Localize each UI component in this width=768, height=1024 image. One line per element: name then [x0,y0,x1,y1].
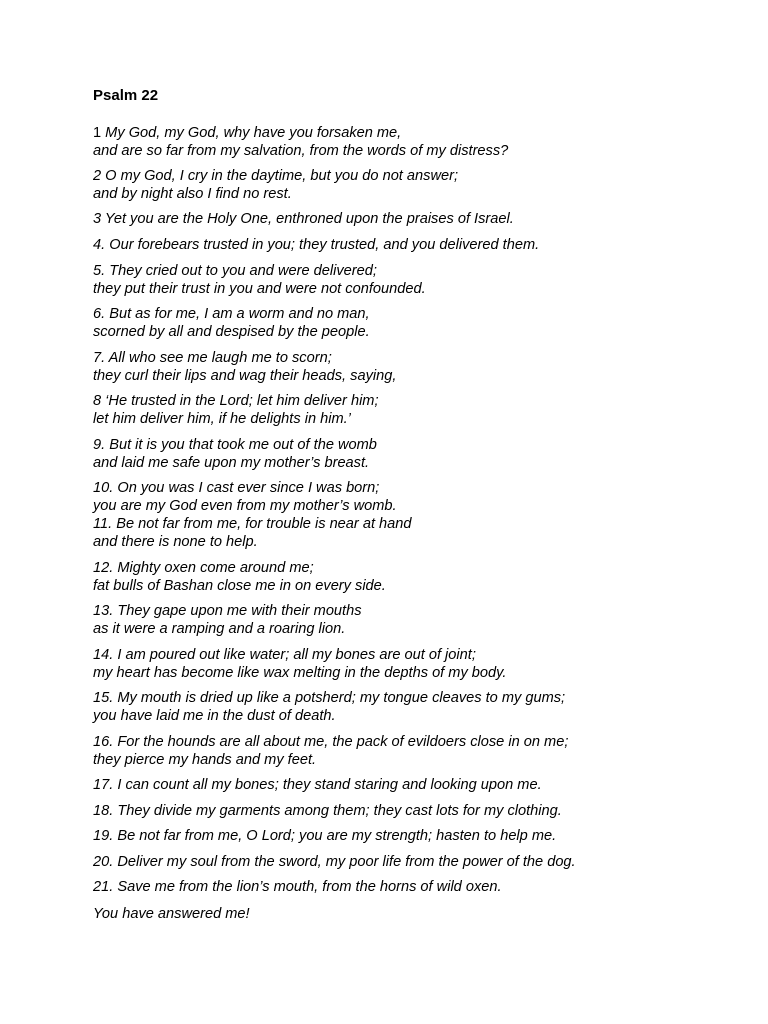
verse-line: 16. For the hounds are all about me, the pack of evildoers close in on me; [93,734,569,750]
verse-line: 14. I am poured out like water; all my bones are out of joint; [93,647,476,663]
verse-text: My God, my God, why have you forsaken me, [101,125,402,141]
verse-line: 4. Our forebears trusted in you; they trusted, and you delivered them. [93,237,540,253]
verse-line: and are so far from my salvation, from the words of my distress? [93,143,509,159]
verse-line: they curl their lips and wag their heads, saying, [93,368,397,384]
verse-line: 8 ‘He trusted in the Lord; let him deliver him; [93,393,379,409]
verse-line: 2 O my God, I cry in the daytime, but you do not answer; [93,168,459,184]
verse-line: You have answered me! [93,906,250,922]
verse-line: they put their trust in you and were not confounded. [93,281,426,297]
verse-line: 5. They cried out to you and were delivered; [93,263,377,279]
verse-line: fat bulls of Bashan close me in on every side. [93,578,386,594]
verse-line [93,124,401,142]
verse-line: 10. On you was I cast ever since I was born; [93,480,380,496]
verse-line: you have laid me in the dust of death. [93,708,336,724]
verse-number: 1 [93,125,102,141]
verse-line: 6. But as for me, I am a worm and no man, [93,306,370,322]
verse-line: 3 Yet you are the Holy One, enthroned upon the praises of Israel. [93,211,514,227]
verse-line: 11. Be not far from me, for trouble is near at hand [93,516,412,532]
verse-line: 12. Mighty oxen come around me; [93,560,314,576]
verse-line: 18. They divide my garments among them; they cast lots for my clothing. [93,803,562,819]
verse-line: 21. Save me from the lion’s mouth, from the horns of wild oxen. [93,879,502,895]
verse-line: and laid me safe upon my mother’s breast. [93,455,370,471]
page-title: Psalm 22 [93,87,159,104]
verse-line: scorned by all and despised by the people. [93,324,370,340]
verse-line: 13. They gape upon me with their mouths [93,603,362,619]
verse-line: 15. My mouth is dried up like a potsherd; my tongue cleaves to my gums; [93,690,566,706]
verse-line: 20. Deliver my soul from the sword, my poor life from the power of the dog. [93,854,576,870]
verse-line: they pierce my hands and my feet. [93,752,317,768]
verse-line: 17. I can count all my bones; they stand staring and looking upon me. [93,777,542,793]
verse-line: 9. But it is you that took me out of the womb [93,437,377,453]
verse-line: you are my God even from my mother’s womb. [93,498,397,514]
verse-line: let him deliver him, if he delights in him.’ [93,411,351,427]
verse-line: and by night also I find no rest. [93,186,292,202]
verse-line: as it were a ramping and a roaring lion. [93,621,346,637]
verse-line: and there is none to help. [93,534,258,550]
verse-line: 19. Be not far from me, O Lord; you are my strength; hasten to help me. [93,828,557,844]
verse-line: 7. All who see me laugh me to scorn; [93,350,332,366]
verse-line: my heart has become like wax melting in the depths of my body. [93,665,507,681]
